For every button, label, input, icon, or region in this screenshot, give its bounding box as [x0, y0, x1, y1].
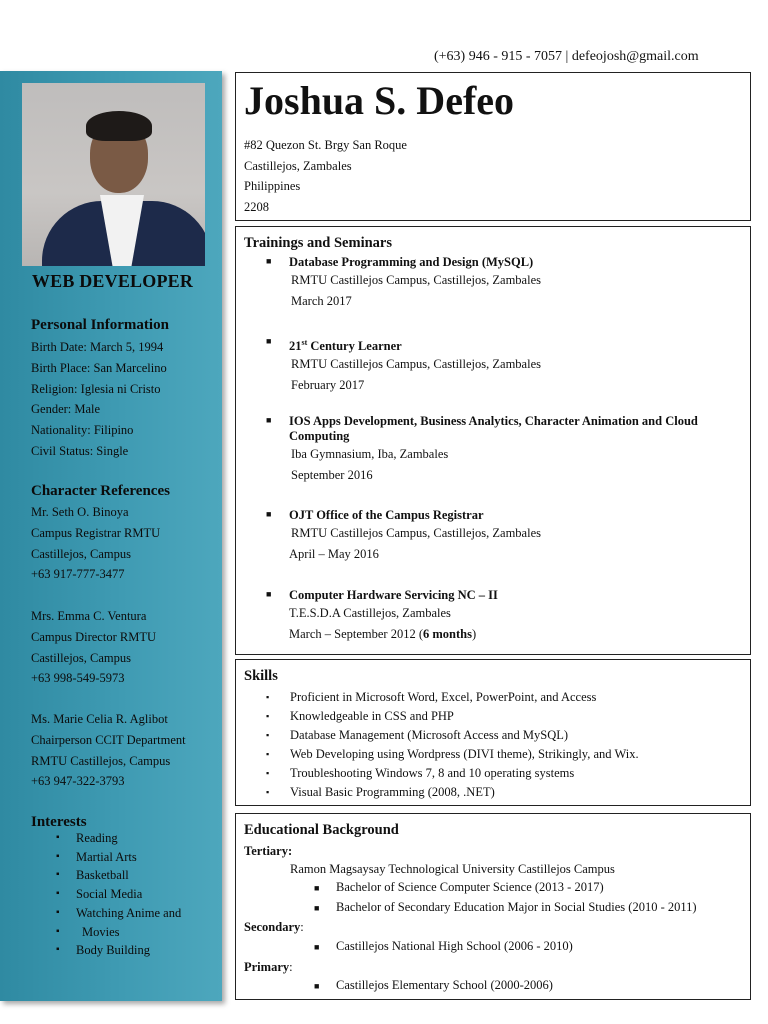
training-date: September 2016	[291, 467, 373, 482]
list-item: ▪ Reading	[56, 829, 181, 848]
reference-2	[31, 606, 156, 689]
job-title: WEB DEVELOPER	[31, 271, 194, 291]
training-date: March – September 2012 (6 months)	[289, 626, 477, 641]
bullet-icon: ■	[314, 981, 320, 991]
list-item: ▪ Body Building	[56, 941, 181, 960]
reference-position: Chairperson CCIT Department	[31, 732, 186, 747]
references-heading: Character References	[31, 483, 170, 499]
list-item: ▪ Visual Basic Programming (2008, .NET)	[266, 783, 639, 802]
secondary-school: Castillejos National High School (2006 - 2010)	[336, 939, 573, 953]
skills-box	[235, 659, 751, 806]
bullet-icon: ■	[266, 589, 272, 599]
list-item: ▪ Basketball	[56, 866, 181, 885]
training-place: T.E.S.D.A Castillejos, Zambales	[289, 606, 451, 620]
education-box	[235, 813, 751, 1000]
training-title: OJT Office of the Campus Registrar	[289, 508, 484, 522]
list-item-continuation: ▪ Movies	[56, 923, 181, 942]
religion: Religion: Iglesia ni Cristo	[31, 381, 161, 396]
birth-place: Birth Place: San Marcelino	[31, 360, 167, 375]
list-item: ▪ Proficient in Microsoft Word, Excel, PowerPoint, and Access	[266, 688, 639, 707]
training-place: RMTU Castillejos Campus, Castillejos, Zambales	[291, 273, 541, 287]
bullet-icon: ■	[266, 336, 272, 346]
list-item: ▪ Database Management (Microsoft Access and MySQL)	[266, 726, 639, 745]
training-title: 21st Century Learner	[289, 338, 402, 354]
reference-phone: +63 947-322-3793	[31, 774, 125, 789]
training-item	[266, 255, 736, 311]
training-item	[266, 414, 736, 485]
address-street: #82 Quezon St. Brgy San Roque	[244, 138, 407, 152]
training-item	[266, 508, 736, 564]
reference-1	[31, 502, 160, 585]
trainings-heading: Trainings and Seminars	[244, 235, 392, 251]
tertiary-school: Ramon Magsaysay Technological University Castillejos Campus	[290, 862, 615, 876]
degree-item: Bachelor of Science Computer Science (2013 - 2017)	[336, 880, 604, 894]
primary-school: Castillejos Elementary School (2000-2006)	[336, 978, 553, 992]
nationality: Nationality: Filipino	[31, 423, 134, 438]
contact-info: (+63) 946 - 915 - 7057 | defeojosh@gmail.com	[434, 49, 699, 64]
reference-name: Mrs. Emma C. Ventura	[31, 609, 147, 623]
trainings-box	[235, 226, 751, 655]
tertiary-label: Tertiary:	[244, 844, 293, 858]
civil-status: Civil Status: Single	[31, 443, 129, 458]
training-date: March 2017	[291, 293, 352, 308]
interests-heading: Interests	[31, 814, 87, 830]
training-place: Iba Gymnasium, Iba, Zambales	[291, 447, 449, 461]
training-title: Computer Hardware Servicing NC – II	[289, 588, 498, 602]
full-name: Joshua S. Defeo	[244, 78, 515, 123]
list-item: ▪ Social Media	[56, 885, 181, 904]
reference-position: Campus Registrar RMTU	[31, 525, 161, 540]
sidebar	[0, 71, 222, 1001]
address-zip: 2208	[244, 200, 269, 215]
profile-photo	[22, 83, 205, 266]
address-city: Castillejos, Zambales	[244, 158, 352, 173]
personal-info-heading: Personal Information	[31, 317, 169, 333]
training-title: Database Programming and Design (MySQL)	[289, 255, 534, 269]
training-title: IOS Apps Development, Business Analytics, Character Animation and Cloud Computing	[289, 414, 698, 443]
bullet-icon: ■	[266, 415, 272, 425]
reference-phone: +63 998-549-5973	[31, 671, 125, 686]
reference-3	[31, 709, 186, 792]
bullet-icon: ■	[266, 256, 272, 266]
gender: Gender: Male	[31, 402, 101, 417]
reference-position: Campus Director RMTU	[31, 629, 156, 644]
secondary-label: Secondary:	[244, 920, 304, 934]
primary-label: Primary:	[244, 960, 293, 974]
training-date: April – May 2016	[289, 546, 379, 561]
address-country: Philippines	[244, 179, 301, 194]
training-place: RMTU Castillejos Campus, Castillejos, Zambales	[291, 357, 541, 372]
bullet-icon: ■	[266, 509, 272, 519]
interests-list	[56, 829, 181, 960]
education-heading: Educational Background	[244, 822, 399, 838]
degree-item: Bachelor of Secondary Education Major in Social Studies (2010 - 2011)	[336, 900, 697, 914]
header-box	[235, 72, 751, 221]
training-place: RMTU Castillejos Campus, Castillejos, Zambales	[291, 526, 541, 540]
list-item: ▪ Knowledgeable in CSS and PHP	[266, 707, 639, 726]
reference-campus: Castillejos, Campus	[31, 650, 131, 665]
training-item	[266, 588, 736, 644]
training-date: February 2017	[291, 377, 365, 392]
address	[244, 135, 407, 218]
training-item	[266, 335, 736, 396]
bullet-icon: ■	[314, 942, 320, 952]
reference-name: Mr. Seth O. Binoya	[31, 505, 129, 519]
bullet-icon: ■	[314, 883, 320, 893]
reference-campus: RMTU Castillejos, Campus	[31, 753, 171, 768]
skills-heading: Skills	[244, 668, 278, 684]
skills-list	[266, 688, 639, 801]
list-item: ▪ Troubleshooting Windows 7, 8 and 10 operating systems	[266, 764, 639, 783]
reference-campus: Castillejos, Campus	[31, 546, 131, 561]
bullet-icon: ■	[314, 903, 320, 913]
personal-info-list	[31, 337, 167, 462]
birth-date: Birth Date: March 5, 1994	[31, 340, 164, 354]
reference-name: Ms. Marie Celia R. Aglibot	[31, 712, 168, 726]
reference-phone: +63 917-777-3477	[31, 567, 125, 582]
list-item: ▪ Watching Anime and	[56, 904, 181, 923]
list-item: ▪ Martial Arts	[56, 848, 181, 867]
list-item: ▪ Web Developing using Wordpress (DIVI theme), Strikingly, and Wix.	[266, 745, 639, 764]
